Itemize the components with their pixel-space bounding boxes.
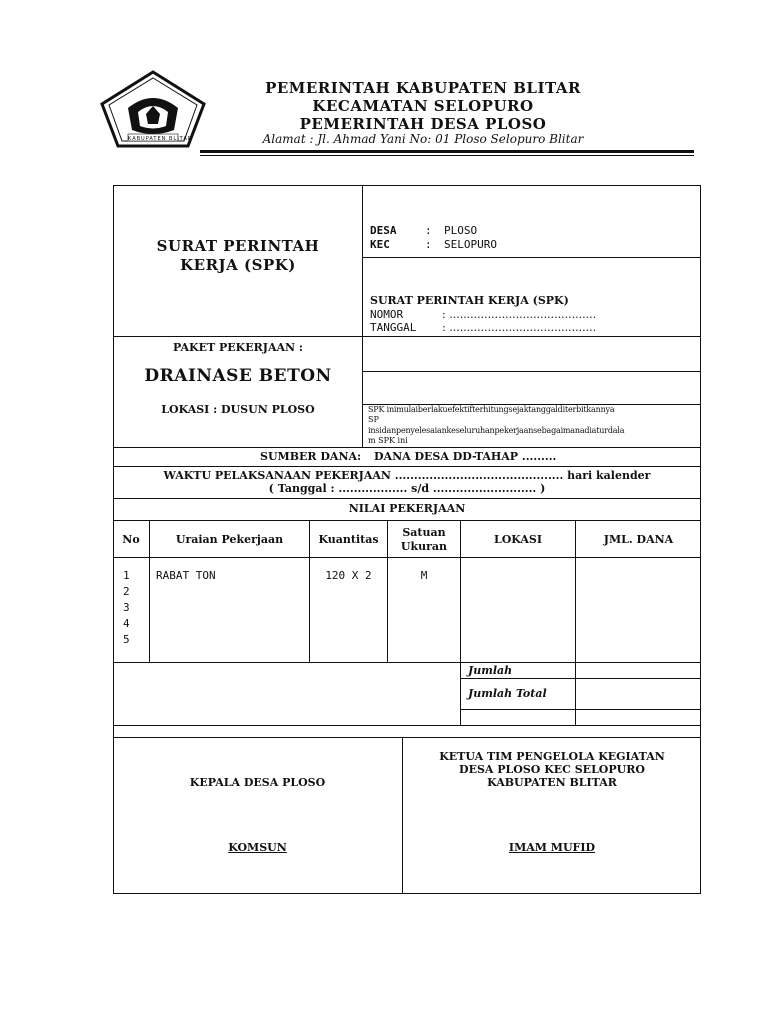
col-header-dana: JML. DANA	[603, 533, 674, 546]
signature-left-title: KEPALA DESA PLOSO	[189, 776, 326, 789]
funding-colon: :	[357, 450, 362, 463]
spk-title-line-1: SURAT PERINTAH	[156, 237, 320, 255]
package-label: PAKET PEKERJAAN :	[173, 341, 303, 354]
divider-info-right	[362, 257, 701, 258]
col-divider-lokasi	[575, 520, 576, 726]
value-header: NILAI PEKERJAAN	[348, 502, 466, 515]
divider-table-header	[113, 557, 701, 558]
divider-funding-row	[113, 466, 701, 467]
schedule-line-1: WAKTU PELAKSANAAN PEKERJAAN ............................................ hari kalender	[163, 469, 651, 482]
funding-label: SUMBER DANA	[260, 450, 358, 463]
letterhead-rule-thick	[200, 150, 694, 153]
divider-package-row	[113, 447, 701, 448]
funding-value: DANA DESA DD-TAHAP .........	[374, 450, 557, 463]
validity-note-line-3: insidanpenyelesaiankeseluruhanpekerjaansebagaimanadiaturdala	[368, 426, 625, 435]
col-header-uraian: Uraian Pekerjaan	[175, 533, 284, 546]
jumlah-total-label: Jumlah Total	[468, 687, 547, 700]
divider-title-vertical	[362, 185, 363, 448]
signature-right-title-1: KETUA TIM PENGELOLA KEGIATAN	[439, 750, 665, 763]
signature-left-name: KOMSUN	[228, 841, 287, 854]
col-header-no: No	[122, 533, 140, 546]
row-1-kuantitas: 120 X 2	[325, 569, 372, 582]
divider-schedule-row	[113, 498, 701, 499]
divider-signature-top	[113, 737, 701, 738]
tanggal-label: TANGGAL	[370, 321, 417, 334]
divider-package-right-1	[362, 371, 701, 372]
nomor-field[interactable]: : ..........................................	[442, 308, 597, 321]
col-divider-satuan	[460, 520, 461, 726]
desa-colon: :	[425, 224, 432, 237]
tanggal-field[interactable]: : ..........................................	[442, 321, 597, 334]
schedule-line-2: ( Tanggal : .................. s/d ........................... )	[268, 482, 546, 495]
col-header-kuantitas: Kuantitas	[318, 533, 379, 546]
col-header-lokasi: LOKASI	[493, 533, 543, 546]
row-1-satuan: M	[420, 569, 428, 582]
validity-note-line-1: SPK inimulaiberlakuefektifterhitungsejaktanggalditerbitkannya	[368, 405, 615, 414]
col-header-satuan: Satuan	[402, 526, 446, 539]
kec-colon: :	[425, 238, 432, 251]
col-header-ukuran: Ukuran	[400, 540, 448, 553]
row-number-4: 4	[123, 617, 130, 630]
package-location: LOKASI : DUSUN PLOSO	[161, 403, 315, 416]
desa-value: PLOSO	[444, 224, 478, 237]
divider-totals-bottom	[113, 725, 701, 726]
signature-right-name: IMAM MUFID	[508, 841, 596, 854]
letterhead-address: Alamat : Jl. Ahmad Yani No: 01 Ploso Selopuro Blitar	[262, 132, 584, 146]
spk-title-line-2: KERJA (SPK)	[180, 256, 296, 274]
spk-subtitle: SURAT PERINTAH KERJA (SPK)	[370, 294, 569, 307]
desa-label: DESA	[370, 224, 397, 237]
divider-jumlah	[460, 678, 701, 679]
nomor-label: NOMOR	[370, 308, 404, 321]
validity-note-line-2: SP	[368, 415, 379, 424]
signature-right-title-2: DESA PLOSO KEC SELOPURO	[459, 763, 645, 776]
validity-note-line-4: m SPK ini	[368, 436, 408, 445]
row-number-3: 3	[123, 601, 130, 614]
row-number-1: 1	[123, 569, 130, 582]
letterhead-rule-thin	[200, 155, 694, 156]
divider-value-row	[113, 520, 701, 521]
logo-text: KABUPATEN BLITAR	[128, 136, 193, 142]
jumlah-label: Jumlah	[468, 664, 513, 677]
divider-title-row	[113, 336, 701, 337]
signature-right-title-3: KABUPATEN BLITAR	[487, 776, 617, 789]
row-number-2: 2	[123, 585, 130, 598]
letterhead-line-3: PEMERINTAH DESA PLOSO	[299, 115, 547, 133]
divider-jumlah-total	[460, 709, 701, 710]
kec-value: SELOPURO	[444, 238, 497, 251]
package-name: DRAINASE BETON	[144, 366, 332, 386]
letterhead-line-2: KECAMATAN SELOPURO	[312, 97, 534, 115]
row-number-5: 5	[123, 633, 130, 646]
kec-label: KEC	[370, 238, 390, 251]
row-1-uraian: RABAT TON	[156, 569, 216, 582]
letterhead-line-1: PEMERINTAH KABUPATEN BLITAR	[265, 79, 581, 97]
divider-table-body	[113, 662, 701, 663]
